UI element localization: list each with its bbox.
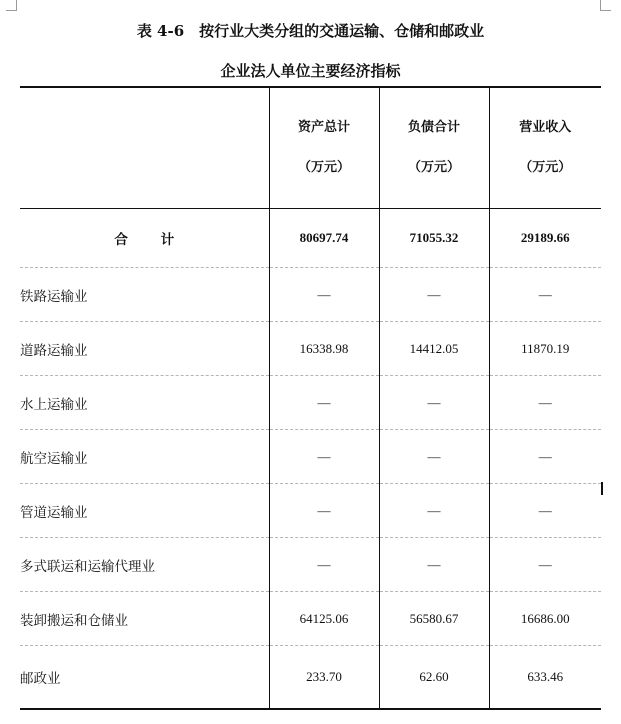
cell-assets: — <box>269 430 379 484</box>
cell-revenue: — <box>489 268 601 322</box>
cell-liabilities: — <box>379 538 489 592</box>
economic-indicators-table <box>20 86 601 710</box>
total-liabilities: 71055.32 <box>379 209 489 268</box>
row-label: 铁路运输业 <box>20 268 269 322</box>
table-row <box>20 484 601 538</box>
cell-liabilities: 56580.67 <box>379 592 489 646</box>
cell-liabilities: 62.60 <box>379 646 489 710</box>
row-label: 航空运输业 <box>20 430 269 484</box>
cell-revenue: 16686.00 <box>489 592 601 646</box>
row-label: 道路运输业 <box>20 322 269 376</box>
row-label: 多式联运和运输代理业 <box>20 538 269 592</box>
row-label: 装卸搬运和仓储业 <box>20 592 269 646</box>
table-subtitle: 企业法人单位主要经济指标 <box>220 62 401 80</box>
cell-assets: — <box>269 484 379 538</box>
cell-liabilities: — <box>379 268 489 322</box>
header-revenue-name: 营业收入 <box>519 120 572 135</box>
cell-assets: 233.70 <box>269 646 379 710</box>
cell-assets: — <box>269 376 379 430</box>
header-liabilities <box>379 87 489 209</box>
total-revenue: 29189.66 <box>489 209 601 268</box>
total-assets: 80697.74 <box>269 209 379 268</box>
header-row <box>20 87 601 209</box>
cell-revenue: — <box>489 376 601 430</box>
cell-revenue: — <box>489 430 601 484</box>
table-title: 表 4-6 按行业大类分组的交通运输、仓储和邮政业 <box>136 22 485 40</box>
page-corner-mark-right <box>600 0 611 11</box>
header-assets-name: 资产总计 <box>297 120 350 135</box>
header-liabilities-unit: （万元） <box>407 160 460 175</box>
table-row <box>20 646 601 710</box>
cell-revenue: 633.46 <box>489 646 601 710</box>
cell-liabilities: — <box>379 430 489 484</box>
row-label: 管道运输业 <box>20 484 269 538</box>
table-row <box>20 376 601 430</box>
header-blank <box>20 87 269 209</box>
cell-assets: 16338.98 <box>269 322 379 376</box>
header-liabilities-name: 负债合计 <box>407 120 460 135</box>
cell-revenue: — <box>489 484 601 538</box>
cell-liabilities: — <box>379 484 489 538</box>
total-label: 合 计 <box>20 209 269 268</box>
cell-assets: — <box>269 538 379 592</box>
cell-assets: 64125.06 <box>269 592 379 646</box>
header-assets-unit: （万元） <box>297 160 350 175</box>
total-row <box>20 209 601 268</box>
table-row <box>20 268 601 322</box>
table-row <box>20 538 601 592</box>
header-assets <box>269 87 379 209</box>
row-label: 邮政业 <box>20 646 269 710</box>
table-row <box>20 430 601 484</box>
table-row <box>20 322 601 376</box>
text-cursor <box>601 482 603 495</box>
cell-revenue: 11870.19 <box>489 322 601 376</box>
cell-assets: — <box>269 268 379 322</box>
cell-liabilities: 14412.05 <box>379 322 489 376</box>
table-row <box>20 592 601 646</box>
header-revenue <box>489 87 601 209</box>
cell-revenue: — <box>489 538 601 592</box>
cell-liabilities: — <box>379 376 489 430</box>
page-corner-mark-left <box>6 0 17 11</box>
row-label: 水上运输业 <box>20 376 269 430</box>
header-revenue-unit: （万元） <box>519 160 572 175</box>
